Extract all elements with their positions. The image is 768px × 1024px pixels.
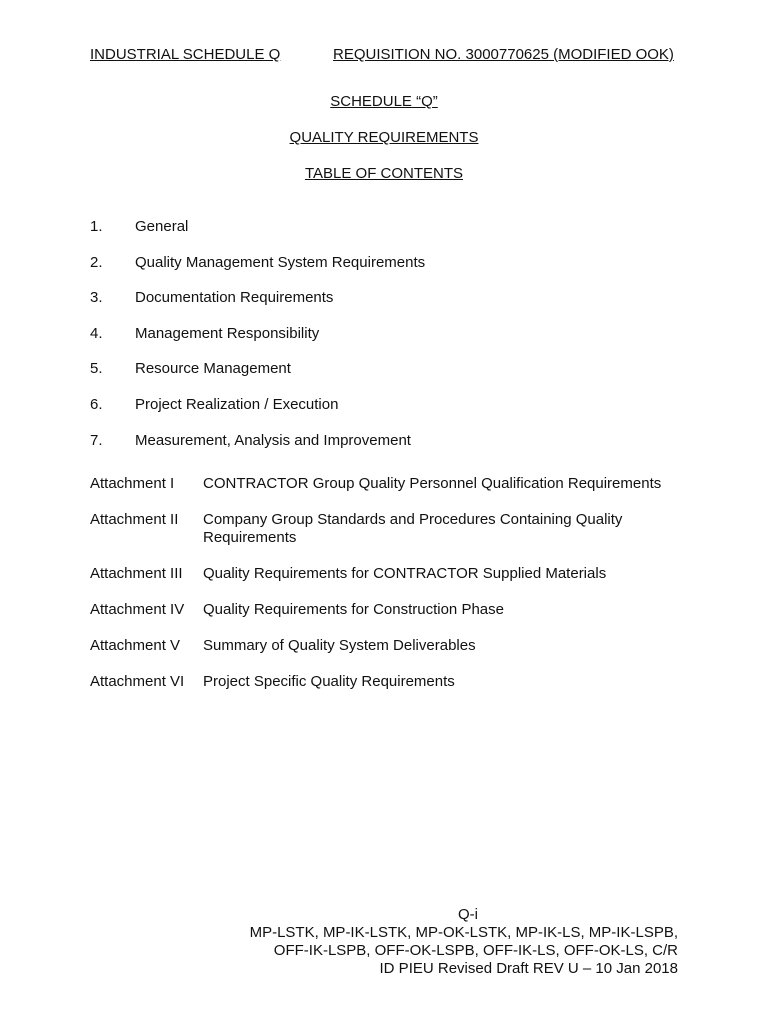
attachment-number: Attachment VI [90,673,185,690]
attachment-label: Project Specific Quality Requirements [203,673,455,690]
page-footer [198,906,678,978]
page-number: Q-i [458,906,478,923]
header-schedule-label: INDUSTRIAL SCHEDULE Q [90,46,281,63]
toc-item-label: Quality Management System Requirements [135,253,426,271]
attachment-item [90,475,690,493]
table-of-contents-title: TABLE OF CONTENTS [304,165,464,182]
attachment-item [90,565,690,583]
toc-item [90,253,690,289]
toc-item-label: Project Realization / Execution [135,395,339,413]
toc-item-label: Measurement, Analysis and Improvement [135,431,411,449]
toc-item-number: 7. [90,431,103,449]
toc-item-label: Documentation Requirements [135,289,334,307]
toc-item-number: 1. [90,218,103,235]
attachment-list [90,475,690,709]
attachment-number: Attachment IV [90,601,185,618]
attachment-number: Attachment II [90,511,179,528]
toc-item-label: General [135,218,189,235]
attachment-label: Summary of Quality System Deliverables [203,637,476,654]
attachment-label: Quality Requirements for CONTRACTOR Supplied Materials [203,565,607,582]
toc-item-number: 4. [90,324,103,342]
toc-item-number: 3. [90,289,103,307]
toc-item-label: Resource Management [135,360,291,378]
toc-item-number: 5. [90,360,103,378]
attachment-label: CONTRACTOR Group Quality Personnel Qualification Requirements [203,475,662,492]
footer-revision: ID PIEU Revised Draft REV U – 10 Jan 2018 [379,960,678,977]
toc-item-number: 2. [90,253,103,271]
toc-item [90,431,690,467]
attachment-number: Attachment III [90,565,183,582]
toc-item [90,324,690,360]
attachment-item [90,637,690,655]
schedule-title: SCHEDULE “Q” [330,93,438,110]
toc-list [90,217,690,466]
page-header [90,46,680,66]
toc-item [90,359,690,395]
toc-item-label: Management Responsibility [135,324,320,342]
footer-contract-codes-line-1: MP-LSTK, MP-IK-LSTK, MP-OK-LSTK, MP-IK-LS, MP-IK-LSPB, [249,924,678,941]
quality-requirements-title: QUALITY REQUIREMENTS [289,129,479,146]
attachment-item [90,601,690,619]
attachment-number: Attachment I [90,475,175,492]
attachment-item [90,511,690,547]
attachment-item [90,673,690,691]
toc-item [90,395,690,431]
footer-contract-codes-line-2: OFF-IK-LSPB, OFF-OK-LSPB, OFF-IK-LS, OFF-OK-LS, C/R [273,942,678,959]
toc-item-number: 6. [90,395,103,413]
toc-item [90,217,690,253]
attachment-number: Attachment V [90,637,181,654]
attachment-label: Company Group Standards and Procedures Containing Quality Requirements [203,511,623,546]
header-requisition-number: REQUISITION NO. 3000770625 (MODIFIED OOK) [333,46,674,63]
attachment-label: Quality Requirements for Construction Phase [203,601,504,618]
toc-item [90,288,690,324]
